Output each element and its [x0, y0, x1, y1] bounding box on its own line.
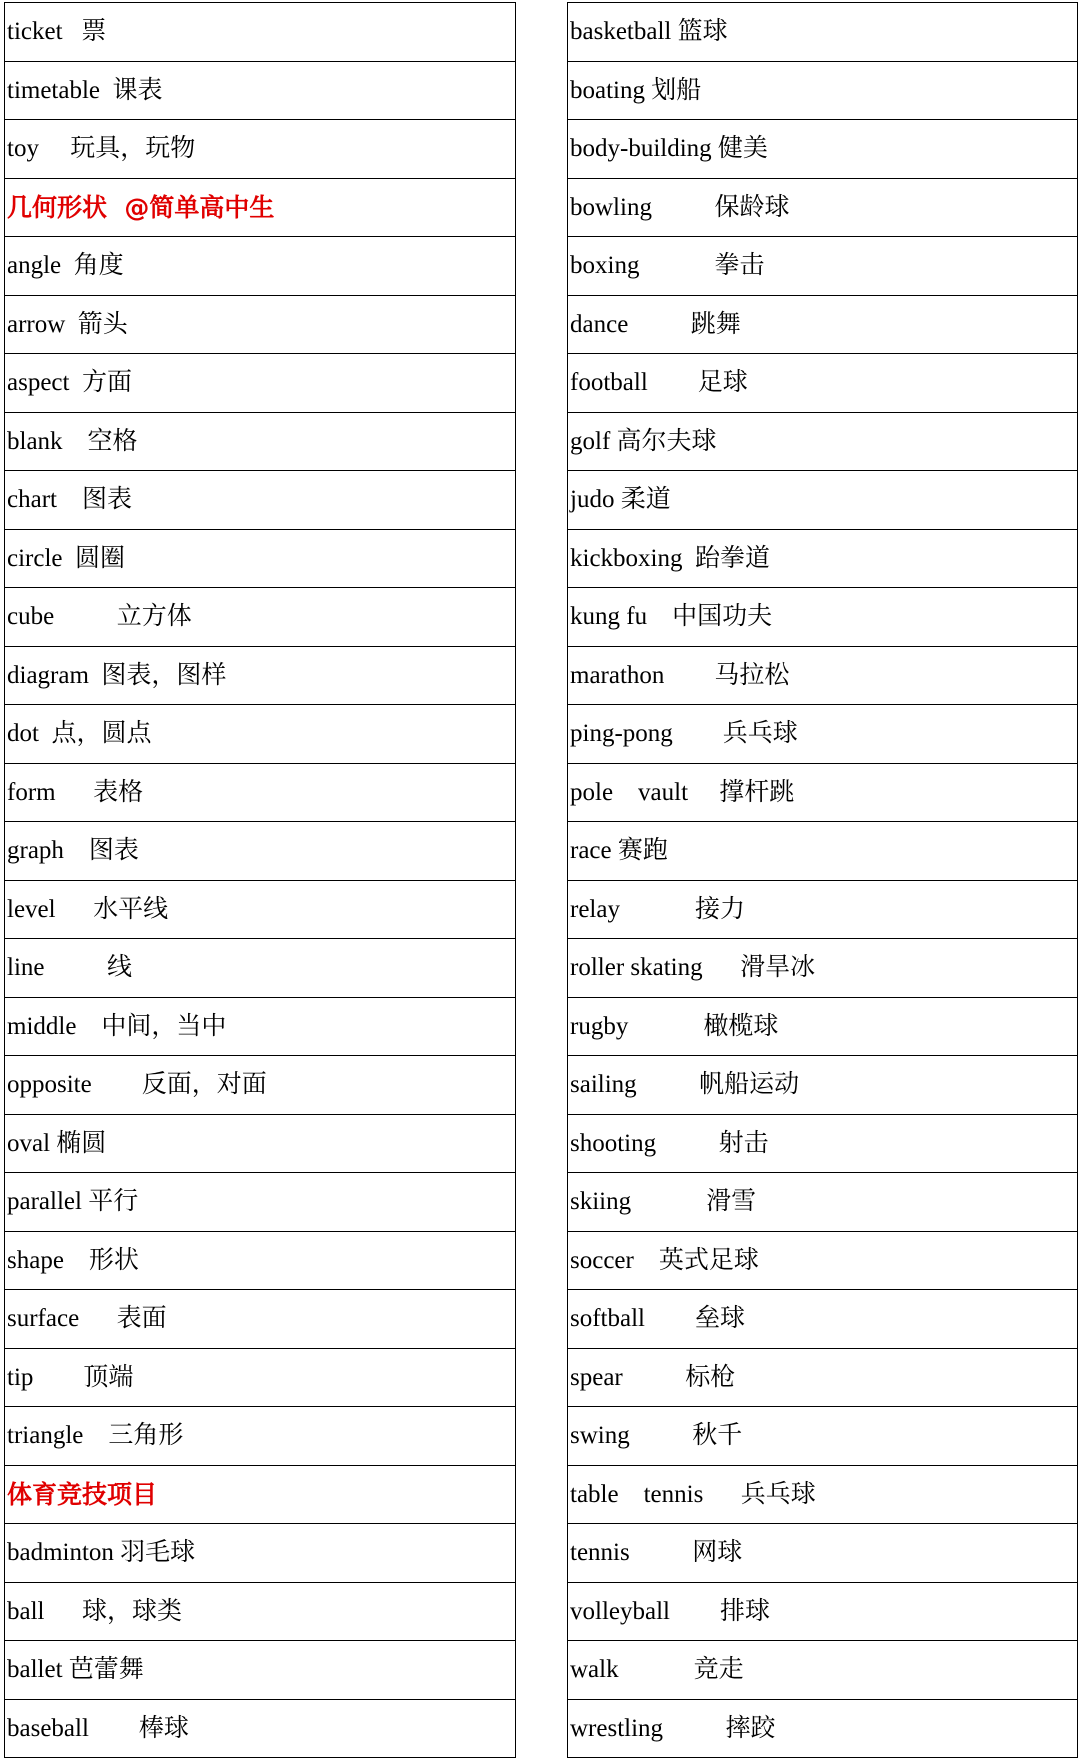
table-row — [5, 237, 516, 296]
table-row — [568, 1290, 1078, 1349]
vocab-entry: skiing 滑雪 — [568, 1173, 1078, 1232]
vocab-entry: marathon 马拉松 — [568, 646, 1078, 705]
vocab-entry: basketball 篮球 — [568, 3, 1078, 62]
vocab-entry: swing 秋千 — [568, 1407, 1078, 1466]
vocab-entry: baseball 棒球 — [5, 1699, 516, 1758]
vocab-entry: relay 接力 — [568, 880, 1078, 939]
table-row — [5, 1641, 516, 1700]
table-row — [568, 1699, 1078, 1758]
vocab-entry: ballet 芭蕾舞 — [5, 1641, 516, 1700]
table-row — [568, 178, 1078, 237]
table-row — [568, 1407, 1078, 1466]
table-row — [568, 705, 1078, 764]
right-vocab-table — [567, 2, 1078, 1758]
table-row — [568, 295, 1078, 354]
table-row — [5, 1173, 516, 1232]
table-row — [5, 412, 516, 471]
table-row — [568, 1173, 1078, 1232]
vocab-entry: middle 中间，当中 — [5, 997, 516, 1056]
table-row — [568, 1348, 1078, 1407]
table-row — [5, 3, 516, 62]
table-row — [568, 471, 1078, 530]
vocab-entry: parallel 平行 — [5, 1173, 516, 1232]
table-row — [568, 3, 1078, 62]
vocab-entry: shooting 射击 — [568, 1114, 1078, 1173]
table-row — [5, 1524, 516, 1583]
vocab-entry: dot 点，圆点 — [5, 705, 516, 764]
table-row — [5, 1290, 516, 1349]
vocab-entry: shape 形状 — [5, 1231, 516, 1290]
vocab-entry: timetable 课表 — [5, 61, 516, 120]
vocab-entry: badminton 羽毛球 — [5, 1524, 516, 1583]
vocab-entry: surface 表面 — [5, 1290, 516, 1349]
vocab-entry: race 赛跑 — [568, 822, 1078, 881]
vocab-entry: judo 柔道 — [568, 471, 1078, 530]
table-row — [568, 1582, 1078, 1641]
vocab-entry: boating 划船 — [568, 61, 1078, 120]
table-row — [5, 1231, 516, 1290]
vocab-entry: soccer 英式足球 — [568, 1231, 1078, 1290]
left-vocab-body — [5, 3, 516, 1758]
vocab-entry: circle 圆圈 — [5, 529, 516, 588]
table-row — [5, 880, 516, 939]
table-row — [568, 529, 1078, 588]
table-row — [568, 646, 1078, 705]
table-row — [5, 997, 516, 1056]
table-row — [5, 529, 516, 588]
section-heading: 几何形状 @简单高中生 — [5, 178, 516, 237]
table-row — [568, 997, 1078, 1056]
table-row — [5, 295, 516, 354]
vocab-entry: volleyball 排球 — [568, 1582, 1078, 1641]
table-row — [5, 822, 516, 881]
table-row — [568, 822, 1078, 881]
table-row — [5, 1348, 516, 1407]
vocab-entry: arrow 箭头 — [5, 295, 516, 354]
vocab-entry: diagram 图表，图样 — [5, 646, 516, 705]
table-row — [5, 1407, 516, 1466]
table-row — [568, 1056, 1078, 1115]
vocab-entry: rugby 橄榄球 — [568, 997, 1078, 1056]
table-row — [568, 1524, 1078, 1583]
vocab-entry: line 线 — [5, 939, 516, 998]
vocab-entry: wrestling 摔跤 — [568, 1699, 1078, 1758]
table-row — [568, 880, 1078, 939]
vocab-entry: boxing 拳击 — [568, 237, 1078, 296]
table-row — [568, 1114, 1078, 1173]
table-row — [5, 61, 516, 120]
vocab-entry: roller skating 滑旱冰 — [568, 939, 1078, 998]
table-row — [5, 1699, 516, 1758]
table-row — [568, 354, 1078, 413]
table-row — [5, 588, 516, 647]
left-vocab-table — [4, 2, 516, 1758]
vocab-entry: tennis 网球 — [568, 1524, 1078, 1583]
table-row — [568, 1465, 1078, 1524]
vocab-entry: form 表格 — [5, 763, 516, 822]
table-row — [568, 237, 1078, 296]
right-vocab-body — [568, 3, 1078, 1758]
table-row — [568, 1641, 1078, 1700]
vocab-entry: triangle 三角形 — [5, 1407, 516, 1466]
vocab-entry: angle 角度 — [5, 237, 516, 296]
vocab-entry: ping-pong 兵乓球 — [568, 705, 1078, 764]
table-row — [568, 1231, 1078, 1290]
table-row — [5, 120, 516, 179]
table-row — [5, 1114, 516, 1173]
vocab-entry: kickboxing 跆拳道 — [568, 529, 1078, 588]
table-row — [5, 646, 516, 705]
vocab-entry: table tennis 兵乓球 — [568, 1465, 1078, 1524]
vocab-entry: body-building 健美 — [568, 120, 1078, 179]
vocab-entry: level 水平线 — [5, 880, 516, 939]
vocab-entry: sailing 帆船运动 — [568, 1056, 1078, 1115]
table-row — [5, 471, 516, 530]
vocab-entry: dance 跳舞 — [568, 295, 1078, 354]
table-row — [5, 705, 516, 764]
table-row — [5, 1465, 516, 1524]
table-row — [5, 939, 516, 998]
table-row — [568, 61, 1078, 120]
vocab-entry: graph 图表 — [5, 822, 516, 881]
vocab-entry: cube 立方体 — [5, 588, 516, 647]
table-row — [5, 763, 516, 822]
table-row — [568, 588, 1078, 647]
vocab-entry: oval 椭圆 — [5, 1114, 516, 1173]
table-row — [568, 939, 1078, 998]
vocab-entry: golf 高尔夫球 — [568, 412, 1078, 471]
table-row — [568, 120, 1078, 179]
vocab-entry: opposite 反面，对面 — [5, 1056, 516, 1115]
table-row — [5, 178, 516, 237]
vocab-entry: softball 垒球 — [568, 1290, 1078, 1349]
vocab-entry: tip 顶端 — [5, 1348, 516, 1407]
vocab-entry: ball 球，球类 — [5, 1582, 516, 1641]
table-row — [5, 1582, 516, 1641]
vocab-entry: walk 竞走 — [568, 1641, 1078, 1700]
vocab-entry: aspect 方面 — [5, 354, 516, 413]
table-row — [568, 763, 1078, 822]
vocab-entry: blank 空格 — [5, 412, 516, 471]
vocab-entry: pole vault 撑杆跳 — [568, 763, 1078, 822]
vocab-entry: football 足球 — [568, 354, 1078, 413]
table-row — [568, 412, 1078, 471]
vocab-entry: chart 图表 — [5, 471, 516, 530]
vocab-entry: ticket 票 — [5, 3, 516, 62]
vocab-entry: spear 标枪 — [568, 1348, 1078, 1407]
vocab-entry: toy 玩具，玩物 — [5, 120, 516, 179]
table-row — [5, 1056, 516, 1115]
table-row — [5, 354, 516, 413]
vocab-entry: kung fu 中国功夫 — [568, 588, 1078, 647]
section-heading: 体育竞技项目 — [5, 1465, 516, 1524]
vocab-entry: bowling 保龄球 — [568, 178, 1078, 237]
